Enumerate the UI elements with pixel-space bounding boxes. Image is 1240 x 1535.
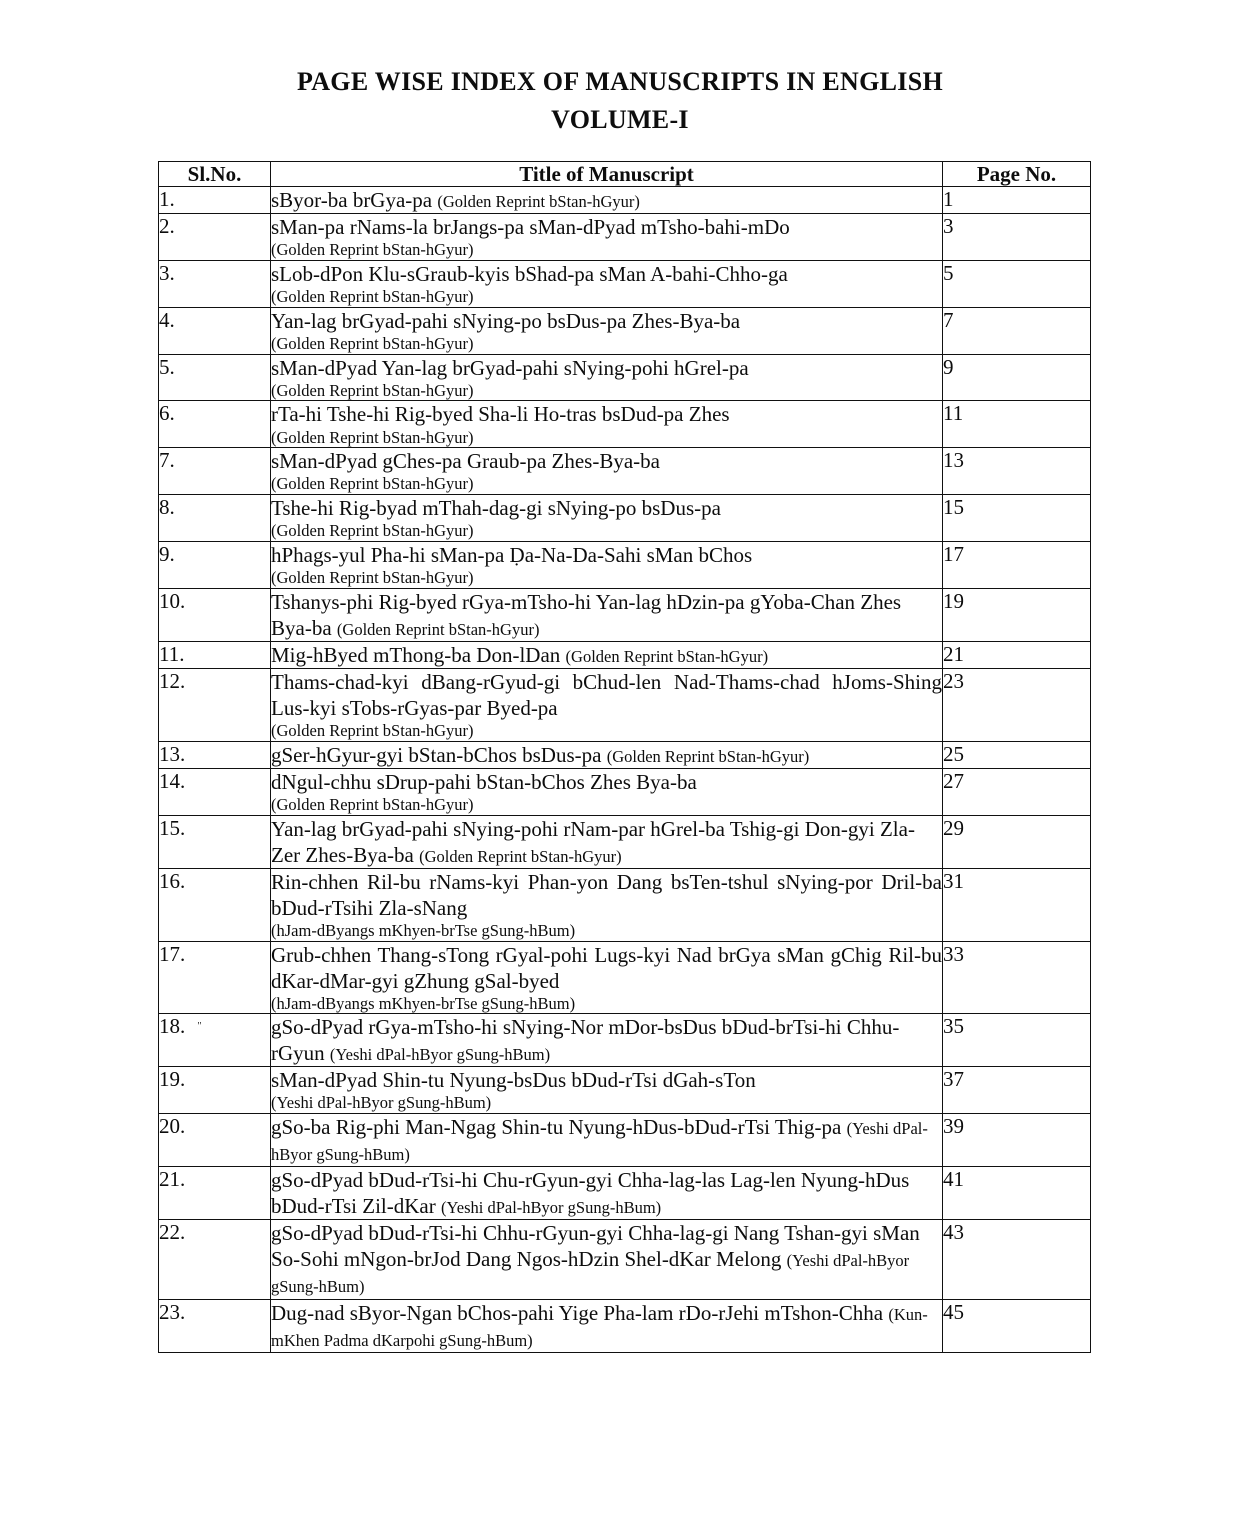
cell-manuscript-title	[271, 741, 943, 768]
table-row	[159, 815, 1091, 868]
cell-manuscript-title	[271, 307, 943, 354]
source-attribution: (Golden Reprint bStan-hGyur)	[271, 287, 474, 307]
page-no-value: 19	[943, 588, 964, 613]
cell-page-no	[943, 448, 1091, 495]
page-no-value: 17	[943, 541, 964, 566]
title-value: sLob-dPon Klu-sGraub-kyis bShad-pa sMan A-bahi-Chho-ga	[271, 262, 788, 286]
cell-manuscript-title	[271, 261, 943, 308]
sl-no-value: 5.	[159, 354, 175, 379]
cell-sl-no	[159, 261, 271, 308]
table-row	[159, 768, 1091, 815]
source-attribution: (Yeshi dPal-hByor gSung-hBum)	[271, 1093, 492, 1113]
page-no-value: 7	[943, 307, 954, 332]
source-attribution-inline: (Kun-mKhen Padma dKarpohi gSung-hBum)	[271, 1304, 928, 1350]
document-heading	[0, 0, 1240, 136]
manuscript-title-text	[271, 942, 942, 994]
page-no-value: 35	[943, 1014, 964, 1039]
cell-page-no	[943, 187, 1091, 214]
cell-page-no	[943, 1067, 1091, 1114]
source-attribution: (Golden Reprint bStan-hGyur)	[271, 474, 474, 494]
cell-manuscript-title	[271, 1067, 943, 1114]
table-row	[159, 1014, 1091, 1067]
source-attribution: (Golden Reprint bStan-hGyur)	[271, 521, 474, 541]
table-header-row	[159, 162, 1091, 187]
page-no-value: 11	[943, 401, 964, 426]
cell-manuscript-title	[271, 668, 943, 741]
source-attribution: (Golden Reprint bStan-hGyur)	[271, 720, 474, 740]
cell-manuscript-title	[271, 588, 943, 641]
title-value: gSer-hGyur-gyi bStan-bChos bsDus-pa	[271, 742, 602, 767]
manuscript-title-text	[271, 495, 942, 521]
cell-page-no	[943, 1114, 1091, 1167]
cell-page-no	[943, 1220, 1091, 1299]
sl-no-value: 11.	[159, 641, 185, 666]
title-value: sMan-dPyad Shin-tu Nyung-bsDus bDud-rTsi dGah-sTon	[271, 1068, 756, 1093]
title-value: gSo-ba Rig-phi Man-Ngag Shin-tu Nyung-hDus-bDud-rTsi Thig-pa	[271, 1115, 842, 1140]
cell-page-no	[943, 1167, 1091, 1220]
manuscript-title-text	[271, 308, 942, 334]
sl-no-value: 23.	[159, 1299, 186, 1324]
cell-sl-no	[159, 541, 271, 588]
source-attribution: (Golden Reprint bStan-hGyur)	[271, 240, 474, 260]
table-row	[159, 641, 1091, 668]
manuscript-title-text	[271, 1300, 942, 1352]
cell-page-no	[943, 214, 1091, 261]
cell-page-no	[943, 261, 1091, 308]
manuscript-title-text	[271, 1014, 942, 1066]
cell-manuscript-title	[271, 1167, 943, 1220]
cell-sl-no	[159, 214, 271, 261]
sl-no-value: 15.	[159, 815, 186, 840]
cell-sl-no	[159, 187, 271, 214]
sl-no-value: 18.	[159, 1014, 186, 1039]
sl-no-value: 16.	[159, 868, 186, 893]
sl-no-value: 7.	[159, 448, 175, 473]
sl-no-value: 12.	[159, 668, 186, 693]
column-header-title: Title of Manuscript	[271, 162, 943, 187]
table-row	[159, 261, 1091, 308]
title-value: Thams-chad-kyi dBang-rGyud-gi bChud-len Nad-Thams-chad hJoms-Shing Lus-kyi sTobs-rGyas-par Byed-pa	[271, 669, 942, 720]
sl-no-value: 9.	[159, 541, 175, 566]
manuscript-title-text	[271, 261, 942, 287]
sl-no-value: 21.	[159, 1167, 186, 1192]
title-value: rTa-hi Tshe-hi Rig-byed Sha-li Ho-tras bsDud-pa Zhes	[271, 402, 730, 427]
sl-no-value: 20.	[159, 1114, 186, 1139]
title-value: hPhags-yul Pha-hi sMan-pa Ḍa-Na-Da-Sahi sMan bChos	[271, 542, 753, 567]
manuscript-title-text	[271, 742, 942, 768]
cell-page-no	[943, 495, 1091, 542]
cell-sl-no	[159, 1067, 271, 1114]
cell-sl-no	[159, 588, 271, 641]
cell-page-no	[943, 941, 1091, 1014]
page-no-value: 41	[943, 1167, 964, 1192]
sl-no-value: 2.	[159, 214, 175, 239]
source-attribution: (hJam-dByangs mKhyen-brTse gSung-hBum)	[271, 993, 576, 1013]
manuscript-title-text	[271, 1067, 942, 1093]
table-row	[159, 741, 1091, 768]
source-attribution-inline: (Golden Reprint bStan-hGyur)	[565, 646, 769, 666]
source-attribution-inline: (Golden Reprint bStan-hGyur)	[419, 846, 622, 866]
source-attribution-inline: (Yeshi dPal-hByor gSung-hBum)	[441, 1198, 662, 1218]
title-value: Grub-chhen Thang-sTong rGyal-pohi Lugs-kyi Nad brGya sMan gChig Ril-bu dKar-dMar-gyi gZhung gSal-byed	[271, 942, 942, 993]
page-no-value: 3	[943, 214, 954, 239]
cell-sl-no	[159, 868, 271, 941]
cell-manuscript-title	[271, 1014, 943, 1067]
sl-no-value: 3.	[159, 261, 175, 285]
page-no-value: 27	[943, 768, 964, 793]
cell-sl-no	[159, 448, 271, 495]
cell-page-no	[943, 401, 1091, 448]
cell-manuscript-title	[271, 641, 943, 668]
cell-page-no	[943, 768, 1091, 815]
title-value: gSo-dPyad rGya-mTsho-hi sNying-Nor mDor-bsDus bDud-brTsi-hi Chhu-rGyun	[271, 1015, 900, 1066]
cell-page-no	[943, 354, 1091, 401]
manuscript-title-text	[271, 1220, 942, 1298]
page-no-value: 39	[943, 1114, 964, 1139]
sl-no-value: 10.	[159, 588, 186, 613]
sl-no-value: 17.	[159, 941, 186, 966]
manuscript-title-text	[271, 187, 942, 213]
manuscript-title-text	[271, 642, 942, 668]
table-row	[159, 495, 1091, 542]
manuscript-title-text	[271, 669, 942, 721]
title-value: sMan-dPyad gChes-pa Graub-pa Zhes-Bya-ba	[271, 449, 660, 474]
cell-manuscript-title	[271, 214, 943, 261]
cell-sl-no	[159, 1220, 271, 1299]
page-no-value: 9	[943, 354, 954, 379]
source-attribution-inline: (Yeshi dPal-hByor gSung-hBum)	[329, 1045, 551, 1065]
manuscript-title-text	[271, 542, 942, 568]
page-no-value: 33	[943, 941, 964, 966]
title-value: Tshe-hi Rig-byad mThah-dag-gi sNying-po bsDus-pa	[271, 496, 721, 521]
cell-page-no	[943, 541, 1091, 588]
page-no-value: 1	[943, 187, 954, 212]
cell-manuscript-title	[271, 815, 943, 868]
source-attribution: (Golden Reprint bStan-hGyur)	[271, 794, 474, 814]
page-no-value: 45	[943, 1299, 964, 1324]
cell-manuscript-title	[271, 1114, 943, 1167]
cell-manuscript-title	[271, 541, 943, 588]
source-attribution: (hJam-dByangs mKhyen-brTse gSung-hBum)	[271, 920, 576, 940]
source-attribution-inline: (Golden Reprint bStan-hGyur)	[606, 746, 810, 766]
index-table-container	[158, 161, 1090, 1353]
manuscript-title-text	[271, 869, 942, 921]
page-no-value: 29	[943, 815, 964, 840]
title-value: gSo-dPyad bDud-rTsi-hi Chu-rGyun-gyi Chha-lag-las Lag-len Nyung-hDus bDud-rTsi Zil-dKar	[271, 1168, 910, 1219]
title-value: sMan-pa rNams-la brJangs-pa sMan-dPyad mTsho-bahi-mDo	[271, 215, 790, 240]
column-header-page-no: Page No.	[943, 162, 1091, 187]
table-row	[159, 307, 1091, 354]
table-row	[159, 187, 1091, 214]
title-value: Tshanys-phi Rig-byed rGya-mTsho-hi Yan-lag hDzin-pa gYoba-Chan Zhes Bya-ba	[271, 589, 902, 640]
table-row	[159, 1067, 1091, 1114]
table-row	[159, 1299, 1091, 1352]
table-row	[159, 941, 1091, 1014]
cell-page-no	[943, 588, 1091, 641]
table-row	[159, 868, 1091, 941]
cell-sl-no	[159, 354, 271, 401]
table-row	[159, 1220, 1091, 1299]
table-row	[159, 1167, 1091, 1220]
cell-manuscript-title	[271, 354, 943, 401]
cell-sl-no	[159, 815, 271, 868]
cell-manuscript-title	[271, 768, 943, 815]
sl-no-value: 19.	[159, 1067, 186, 1092]
cell-sl-no	[159, 401, 271, 448]
cell-sl-no	[159, 768, 271, 815]
page-no-value: 5	[943, 261, 954, 285]
sl-no-value: 1.	[159, 187, 175, 212]
manuscript-title-text	[271, 589, 942, 641]
cell-sl-no	[159, 1167, 271, 1220]
title-value: Dug-nad sByor-Ngan bChos-pahi Yige Pha-lam rDo-rJehi mTshon-Chha	[271, 1300, 884, 1325]
manuscript-title-text	[271, 355, 942, 381]
table-row	[159, 354, 1091, 401]
cell-page-no	[943, 641, 1091, 668]
cell-page-no	[943, 1014, 1091, 1067]
cell-manuscript-title	[271, 401, 943, 448]
source-attribution-inline: (Yeshi dPal-hByor gSung-hBum)	[271, 1251, 910, 1297]
page-title: PAGE WISE INDEX OF MANUSCRIPTS IN ENGLISH	[296, 67, 944, 96]
table-row	[159, 214, 1091, 261]
title-value: Yan-lag brGyad-pahi sNying-po bsDus-pa Zhes-Bya-ba	[271, 308, 741, 333]
cell-page-no	[943, 307, 1091, 354]
title-value: sMan-dPyad Yan-lag brGyad-pahi sNying-pohi hGrel-pa	[271, 355, 749, 380]
manuscript-title-text	[271, 1167, 942, 1219]
cell-manuscript-title	[271, 448, 943, 495]
cell-sl-no	[159, 1299, 271, 1352]
source-attribution-inline: (Golden Reprint bStan-hGyur)	[336, 619, 540, 639]
page-no-value: 21	[943, 641, 964, 666]
table-row	[159, 668, 1091, 741]
manuscript-title-text	[271, 816, 942, 868]
table-row	[159, 541, 1091, 588]
source-attribution: (Golden Reprint bStan-hGyur)	[271, 380, 474, 400]
manuscript-title-text	[271, 401, 942, 427]
title-value: gSo-dPyad bDud-rTsi-hi Chhu-rGyun-gyi Chha-lag-gi Nang Tshan-gyi sMan So-Sohi mNgon-brJod Dang Ngos-hDzin Shel-dKar Melong	[271, 1221, 920, 1272]
sl-no-value: 4.	[159, 307, 175, 332]
manuscript-title-text	[271, 214, 942, 240]
page-no-value: 23	[943, 668, 964, 693]
cell-manuscript-title	[271, 1299, 943, 1352]
cell-sl-no	[159, 941, 271, 1014]
manuscript-title-text	[271, 1114, 942, 1166]
table-row	[159, 588, 1091, 641]
title-value: sByor-ba brGya-pa	[271, 188, 433, 213]
page-no-value: 15	[943, 495, 964, 520]
title-value: dNgul-chhu sDrup-pahi bStan-bChos Zhes Bya-ba	[271, 769, 697, 794]
cell-sl-no	[159, 668, 271, 741]
page-subtitle: VOLUME-I	[551, 104, 689, 134]
title-value: Rin-chhen Ril-bu rNams-kyi Phan-yon Dang bsTen-tshul sNying-por Dril-ba bDud-rTsihi Zla-sNang	[271, 869, 942, 920]
cell-page-no	[943, 1299, 1091, 1352]
page-no-value: 13	[943, 448, 964, 473]
cell-manuscript-title	[271, 868, 943, 941]
table-body	[159, 187, 1091, 1352]
page-no-value: 25	[943, 741, 964, 766]
title-value: Mig-hByed mThong-ba Don-lDan	[271, 642, 561, 667]
sl-no-value: 22.	[159, 1220, 186, 1245]
cell-sl-no	[159, 1014, 271, 1067]
cell-sl-no	[159, 741, 271, 768]
source-attribution-inline: (Yeshi dPal-hByor gSung-hBum)	[271, 1119, 928, 1165]
source-attribution: (Golden Reprint bStan-hGyur)	[271, 568, 474, 587]
table-row	[159, 448, 1091, 495]
table-row	[159, 401, 1091, 448]
manuscript-index-table	[158, 161, 1091, 1353]
cell-manuscript-title	[271, 941, 943, 1014]
cell-sl-no	[159, 495, 271, 542]
table-row	[159, 1114, 1091, 1167]
scan-speck-mark: "	[197, 1020, 202, 1033]
sl-no-value: 6.	[159, 401, 175, 426]
title-value: Yan-lag brGyad-pahi sNying-pohi rNam-par hGrel-ba Tshig-gi Don-gyi Zla-Zer Zhes-Bya-ba	[271, 816, 915, 867]
cell-manuscript-title	[271, 1220, 943, 1299]
cell-page-no	[943, 741, 1091, 768]
cell-sl-no	[159, 1114, 271, 1167]
page-no-value: 43	[943, 1220, 964, 1245]
page-no-value: 37	[943, 1067, 964, 1092]
sl-no-value: 13.	[159, 741, 186, 766]
column-header-sl-no: Sl.No.	[159, 162, 271, 187]
cell-sl-no	[159, 307, 271, 354]
cell-sl-no	[159, 641, 271, 668]
source-attribution: (Golden Reprint bStan-hGyur)	[271, 427, 474, 447]
manuscript-title-text	[271, 448, 942, 474]
cell-manuscript-title	[271, 187, 943, 214]
cell-manuscript-title	[271, 495, 943, 542]
manuscript-title-text	[271, 769, 942, 795]
cell-page-no	[943, 868, 1091, 941]
sl-no-value: 14.	[159, 768, 186, 793]
page-no-value: 31	[943, 868, 964, 893]
cell-page-no	[943, 815, 1091, 868]
source-attribution: (Golden Reprint bStan-hGyur)	[271, 333, 474, 353]
cell-page-no	[943, 668, 1091, 741]
source-attribution-inline: (Golden Reprint bStan-hGyur)	[437, 192, 640, 212]
sl-no-value: 8.	[159, 495, 175, 520]
